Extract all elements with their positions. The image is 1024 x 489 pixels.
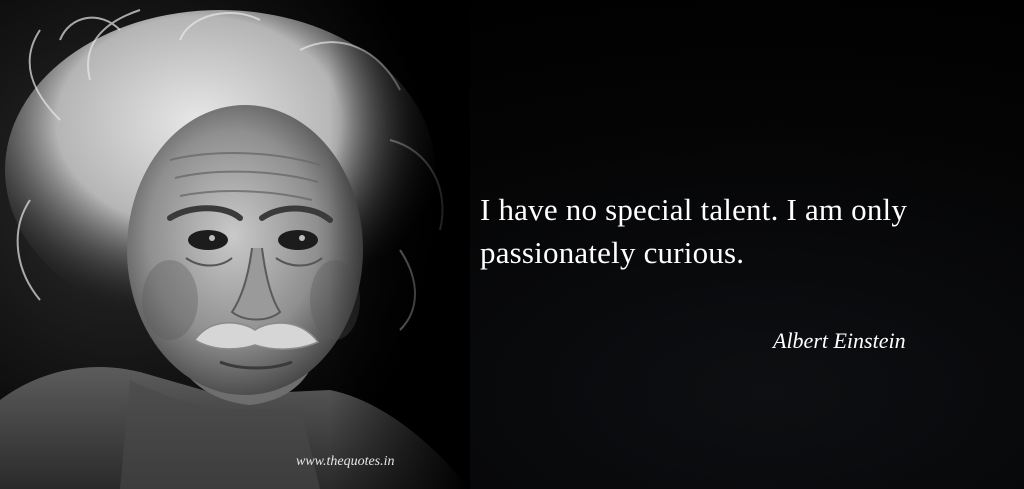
- portrait-photo: [0, 0, 470, 489]
- quote-text: I have no special talent. I am only passionately curious.: [480, 192, 908, 270]
- quote-author: Albert Einstein: [773, 328, 906, 353]
- watermark-url: www.thequotes.in: [296, 454, 395, 469]
